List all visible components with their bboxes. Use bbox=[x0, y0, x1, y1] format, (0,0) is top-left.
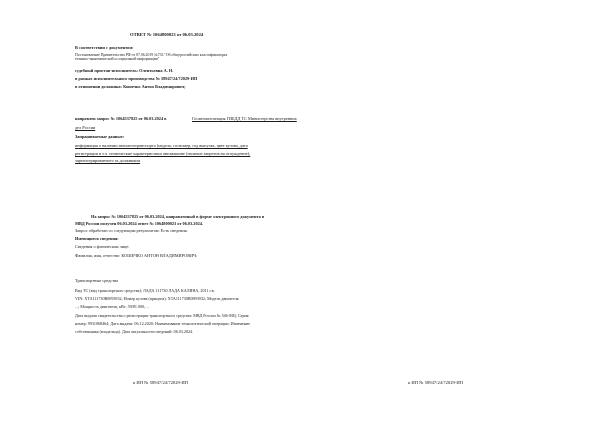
parties-block bbox=[75, 69, 197, 90]
request-line: направлен запрос № 1064537825 от 06.03.2024 в bbox=[75, 116, 167, 121]
vehicles-block bbox=[75, 287, 250, 336]
debtor-line: в отношении должника: Кошечко Антон Владимирович; bbox=[75, 83, 186, 89]
response-line: На запрос № 1064537825 от 06.03.2024, направленный в форме электронного документа в bbox=[91, 214, 265, 219]
intro-line: технико-экономической и социальной информации" bbox=[75, 57, 160, 62]
intro-heading: В соответствии с документом: bbox=[75, 45, 134, 50]
response-result: Запрос обработан со следующим результатом: Есть сведения. bbox=[75, 228, 188, 233]
requested-data-line: регистрации в т.ч. технические характеристики автомашине (наличие запретов на отчуждение); bbox=[75, 150, 251, 156]
person-heading: Сведения о физическом лице: bbox=[75, 244, 130, 249]
requested-data-line: зарегистрированного за должником bbox=[75, 158, 141, 164]
vehicle-line: ...; Мощность двигателя, кВт: 59/81.000; ... bbox=[75, 304, 150, 310]
response-line: МВД России получен 06.03.2024 ответ № 1064800023 от 06.03.2024. bbox=[75, 221, 203, 227]
proceeding-line: в рамках исполнительного производства № 58947/24/72029-ИП bbox=[75, 75, 198, 81]
found-heading: Имеющиеся сведения: bbox=[75, 236, 119, 241]
requested-data-line: информация о наличии автомототранспорта (модель, госномер, год выпуска, цвет кузова, дата bbox=[75, 143, 248, 148]
vehicle-line: Дата выдачи свидетельства о регистрации транспортного средства: МВД России № 546-МЦ; Серия bbox=[75, 312, 249, 318]
intro-block bbox=[75, 53, 227, 62]
vehicle-line: номер: 9931068464; Дата выдачи: 06.12.2020; Наименование технологической операции: Изменение bbox=[75, 320, 250, 326]
document-title: ОТВЕТ № 1064800023 от 06.03.2024 bbox=[130, 32, 204, 37]
vehicle-line: собственника (владельца). Дата актуальности сведений: 06.03.2024. bbox=[75, 328, 194, 334]
vehicle-line: Вид ТС (вид транспортного средства); ЛАДА 111730 ЛАДА КАЛИНА, 2011 г.в. bbox=[75, 288, 215, 293]
footer-left-reference: к ИП № 58947/24/72029-ИП bbox=[133, 380, 188, 385]
vehicles-heading: Транспортные средства bbox=[75, 278, 119, 283]
intro-line: Постановление Правительства РФ от 07.06.2019 №733 "Об общероссийских классификаторах bbox=[75, 53, 228, 57]
request-org-line1: Госавтоинспекция ГИБДД ТС Министерства внутренних bbox=[192, 116, 297, 121]
request-org-line2: дел России bbox=[75, 125, 96, 130]
requested-data-block bbox=[75, 142, 250, 165]
person-name-line: Фамилия, имя, отчество: КОШЕЧКО АНТОН ВЛАДИМИРОВИЧ; bbox=[75, 253, 198, 258]
footer-right-reference: к ИП № 58947/24/72029-ИП bbox=[408, 380, 463, 385]
requested-data-heading: Запрашиваемые данные: bbox=[75, 134, 125, 139]
vehicle-line: VIN: XTA111730B0093932; Номер кузова (прицепа): XTA111730B0093932; Модель двигателя bbox=[75, 296, 239, 302]
bailiff-line: судебный пристав-исполнитель: Олентьевна А. Н. bbox=[75, 68, 174, 73]
response-block bbox=[75, 213, 265, 228]
